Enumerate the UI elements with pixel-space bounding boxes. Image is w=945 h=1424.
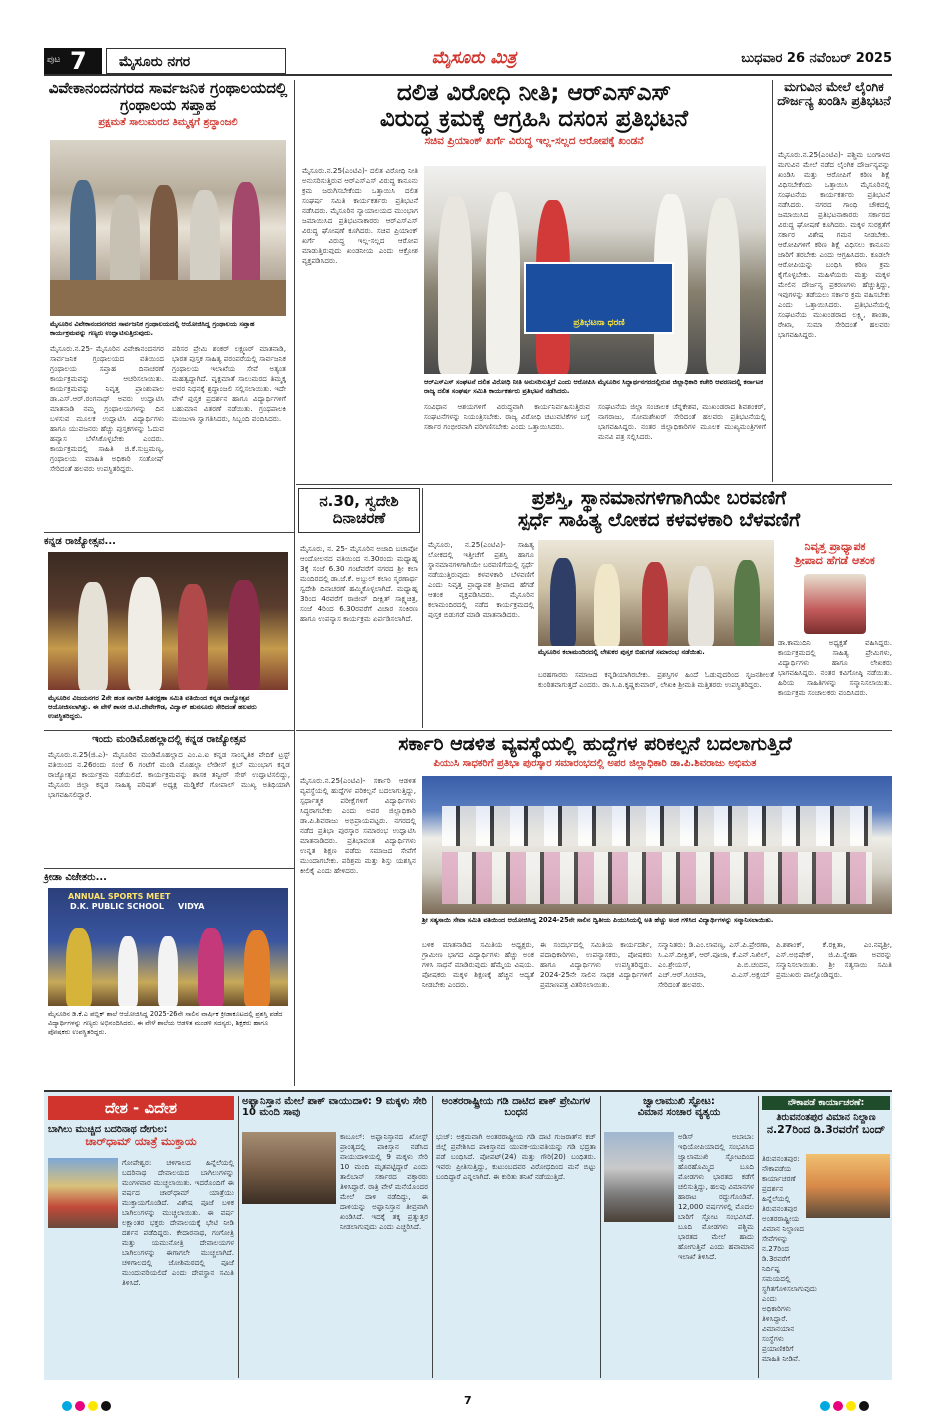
library-headline: ವಿವೇಕಾನಂದನಗರದ ಸಾರ್ವಜನಿಕ ಗ್ರಂಥಾಲಯದಲ್ಲಿ ಗ್ರಂಥಾಲಯ ಸಪ್ತಾಹ	[48, 79, 288, 115]
awards-body-right: ಡಾ.ಕಾಮುದಿನಿ ಅಧ್ಯಕ್ಷತೆ ವಹಿಸಿದ್ದರು. ಕಾರ್ಯಕ್ರಮದಲ್ಲಿ ಸಾಹಿತ್ಯ ಪ್ರೇಮಿಗಳು, ವಿದ್ಯಾರ್ಥಿಗಳು ಹಾಗೂ ಲೇಖಕರು ಭಾಗವಹಿಸಿದ್ದರು. ನಂತರ ಕವಿಗೋಷ್ಠಿ ನಡೆಯಿತು. ಹಿರಿಯ ಸಾಹಿತಿಗಳನ್ನು ಸನ್ಮಾನಿಸಲಾಯಿತು. ಕಾರ್ಯಕ್ರಮ ಸಂಚಾಲಕರು ವಂದಿಸಿದರು.	[778, 638, 892, 697]
world1-headline-b: ಚಾರ್‌ಧಾಮ್ ಯಾತ್ರೆ ಮುಕ್ತಾಯ	[85, 1135, 197, 1148]
protest-subhead: ಸಚಿವ ಪ್ರಿಯಾಂಕ್ ಖರ್ಗೆ ವಿರುದ್ಧ ಇಲ್ಲ-ಸಲ್ಲದ ಆರೋಪಕ್ಕೆ ಖಂಡನೆ	[424, 134, 644, 147]
library-subhead: ಪ್ರಕ್ಷಮತೆ ಸಾಲುಮರದ ತಿಮ್ಮಕ್ಕಗೆ ಶ್ರದ್ಧಾಂಜಲಿ	[98, 116, 238, 128]
protest-story	[298, 80, 770, 482]
color-registration-marks-right	[820, 1396, 872, 1415]
color-registration-marks	[62, 1396, 114, 1415]
mandimohalla-headline: ಇಂದು ಮಂಡಿಮೊಹಲ್ಲಾದಲ್ಲಿ ಕನ್ನಡ ರಾಜ್ಯೋತ್ಸವ	[92, 734, 246, 745]
world-section-title: ದೇಶ - ವಿದೇಶ	[48, 1096, 234, 1120]
govt-caption: ಶ್ರೀ ಸತ್ಯಸಾಯಿ ಸೇವಾ ಸಮಿತಿ ವತಿಯಿಂದ ಆಯೋಜಿಸಿದ್ದ 2024-25ನೇ ಸಾಲಿನ ದ್ವಿತೀಯ ಪಿಯುಸಿಯಲ್ಲಿ ಅತಿ ಹೆಚ್ಚು ಅಂಕ ಗಳಿಸಿದ ವಿದ್ಯಾರ್ಥಿಗಳನ್ನು ಸನ್ಮಾನಿಸಲಾಯಿತು.	[422, 916, 774, 924]
world2-headline: ಅಫ್ಘಾನಿಸ್ತಾನ ಮೇಲೆ ಪಾಕ್ ವಾಯುದಾಳಿ: 9 ಮಕ್ಕಳು ಸೇರಿ 10 ಮಂದಿ ಸಾವು	[242, 1096, 427, 1118]
awards-body-mid: ಬರಹಗಾರರು ಸಮಾಜದ ಕನ್ನಡಿಯಾಗಿರಬೇಕು. ಪ್ರಶಸ್ತಿಗಳ ಹಿಂದೆ ಓಡುವುದರಿಂದ ಸೃಜನಶೀಲತೆ ಕುಂಠಿತವಾಗುತ್ತದೆ ಎಂದರು. ಡಾ.ಸಿ.ಪಿ.ಕೃಷ್ಣಕುಮಾರ್, ಲೇಖಕಿ ಶ್ರೀಮತಿ ಮತ್ತಿತರರು ಉಪಸ್ಥಿತರಿದ್ದರು.	[538, 670, 774, 689]
world-story-2	[242, 1096, 428, 1378]
protest-headline-1: ದಲಿತ ವಿರೋಧಿ ನೀತಿ; ಆರ್‌ಎಸ್‌ಎಸ್	[396, 80, 672, 106]
awards-kicker	[778, 540, 892, 568]
world-section	[44, 1090, 892, 1380]
protest-caption: ಆರ್‌ಎಸ್‌ಎಸ್ ಸಂಘಟನೆ ದಲಿತ ವಿರೋಧಿ ನೀತಿ ಅನುಸರಿಸುತ್ತಿದೆ ಎಂದು ಆರೋಪಿಸಿ ಮೈಸೂರಿನ ಸಿದ್ದಾರ್ಥನಗರದಲ್ಲಿರುವ ಜಿಲ್ಲಾಧಿಕಾರಿ ಕಚೇರಿ ಆವರಣದಲ್ಲಿ ಕರ್ನಾಟಕ ರಾಜ್ಯ ದಲಿತ ಸಂಘರ್ಷ ಸಮಿತಿ ಕಾರ್ಯಕರ್ತರು ಪ್ರತಿಭಟನೆ ನಡೆಸಿದರು.	[424, 378, 764, 395]
world1-body: ಗೋಪೇಶ್ವರ: ಚಳಿಗಾಲದ ಹಿನ್ನೆಲೆಯಲ್ಲಿ ಬದರಿನಾಥ ದೇವಾಲಯದ ಬಾಗಿಲುಗಳನ್ನು ಮಂಗಳವಾರ ಮುಚ್ಚಲಾಯಿತು. ಇದರೊಂದಿಗೆ ಈ ವರ್ಷದ ಚಾರ್‌ಧಾಮ್ ಯಾತ್ರೆಯು ಮುಕ್ತಾಯಗೊಂಡಿದೆ. ವಿಶೇಷ ಪೂಜೆ ಬಳಿಕ ಬಾಗಿಲುಗಳನ್ನು ಮುಚ್ಚಲಾಯಿತು. ಈ ವರ್ಷ ಲಕ್ಷಾಂತರ ಭಕ್ತರು ದೇವಾಲಯಕ್ಕೆ ಭೇಟಿ ನೀಡಿ ದರ್ಶನ ಪಡೆದಿದ್ದರು. ಕೇದಾರನಾಥ, ಗಂಗೋತ್ರಿ ಮತ್ತು ಯಮುನೋತ್ರಿ ದೇವಾಲಯಗಳ ಬಾಗಿಲುಗಳನ್ನು ಈಗಾಗಲೇ ಮುಚ್ಚಲಾಗಿದೆ. ಚಳಿಗಾಲದಲ್ಲಿ ಜೋಶಿಮಠದಲ್ಲಿ ಪೂಜೆ ಮುಂದುವರಿಯಲಿದೆ ಎಂದು ದೇವಸ್ಥಾನ ಸಮಿತಿ ತಿಳಿಸಿದೆ.	[122, 1158, 234, 1287]
child-body: ಮೈಸೂರು.ನ.25(ಎಂಟಿವಿ)- ಪಶ್ಚಿಮ ಬಂಗಾಳದ ಮಗುವಿನ ಮೇಲೆ ನಡೆದ ಲೈಂಗಿಕ ದೌರ್ಜನ್ಯವನ್ನು ಖಂಡಿಸಿ ಮತ್ತು ಆರೋಪಿಗೆ ಕಠಿಣ ಶಿಕ್ಷೆ ವಿಧಿಸಬೇಕೆಂದು ಒತ್ತಾಯಿಸಿ ಮೈಸೂರಿನಲ್ಲಿ ಸಂಘಟನೆಯ ಕಾರ್ಯಕರ್ತರು ಪ್ರತಿಭಟನೆ ನಡೆಸಿದರು. ನಗರದ ಗಾಂಧಿ ಚೌಕದಲ್ಲಿ ಜಮಾಯಿಸಿದ ಪ್ರತಿಭಟನಾಕಾರರು ಸರ್ಕಾರದ ವಿರುದ್ಧ ಘೋಷಣೆ ಕೂಗಿದರು. ಮಕ್ಕಳ ಸುರಕ್ಷತೆಗೆ ಸರ್ಕಾರ ವಿಶೇಷ ಗಮನ ನೀಡಬೇಕು. ಆರೋಪಿಗಳಿಗೆ ಕಠಿಣ ಶಿಕ್ಷೆ ವಿಧಿಸಲು ಕಾನೂನು ಜಾರಿಗೆ ತರಬೇಕು ಎಂದು ಆಗ್ರಹಿಸಿದರು. ಕೂಡಲೇ ಆರೋಪಿಯನ್ನು ಬಂಧಿಸಿ ಕಠಿಣ ಕ್ರಮ ಕೈಗೊಳ್ಳಬೇಕು. ಮಹಿಳೆಯರು ಮತ್ತು ಮಕ್ಕಳ ಮೇಲಿನ ದೌರ್ಜನ್ಯ ಪ್ರಕರಣಗಳು ಹೆಚ್ಚುತ್ತಿದ್ದು, ಇವುಗಳನ್ನು ತಡೆಯಲು ಸರ್ಕಾರ ಕ್ರಮ ವಹಿಸಬೇಕು ಎಂದು ಒತ್ತಾಯಿಸಿದರು. ಪ್ರತಿಭಟನೆಯಲ್ಲಿ ಸಂಘಟನೆಯ ಮುಖಂಡರಾದ ಲಕ್ಷ್ಮಿ, ಶಾಂತಾ, ರೇಖಾ, ಸುಮಾ ಸೇರಿದಂತೆ ಹಲವರು ಭಾಗವಹಿಸಿದ್ದರು.	[778, 150, 890, 339]
swadeshi-headline: ನ.30, ಸ್ವದೇಶಿ ದಿನಾಚರಣೆ	[298, 488, 420, 533]
child-story	[776, 80, 892, 482]
world5-kicker: ನೌಕಾಪಡೆ ಕಾರ್ಯಾಚರಣೆ:	[762, 1096, 890, 1110]
awards-photo	[538, 540, 774, 646]
page-number-box	[44, 48, 102, 74]
world2-photo	[242, 1132, 336, 1204]
world4-photo	[604, 1132, 674, 1222]
world1-headline-a: ಬಾಗಿಲು ಮುಚ್ಚಿದ ಬದರಿನಾಥ ದೇಗುಲ:	[48, 1124, 168, 1135]
govt-headline: ಸರ್ಕಾರಿ ಆಡಳಿತ ವ್ಯವಸ್ಥೆಯಲ್ಲಿ ಹುದ್ದೆಗಳ ಪರಿಕಲ್ಪನೆ ಬದಲಾಗುತ್ತಿದೆ	[398, 733, 792, 755]
world4-headline-b: ವಿಮಾನ ಸಂಚಾರ ವ್ಯತ್ಯಯ	[637, 1107, 721, 1118]
issue-date: ಬುಧವಾರ 26 ನವೆಂಬರ್ 2025	[741, 51, 892, 66]
govt-body-left: ಮೈಸೂರು.ನ.25(ಎಂಟಿವಿ)- ಸರ್ಕಾರಿ ಆಡಳಿತ ವ್ಯವಸ್ಥೆಯಲ್ಲಿ ಹುದ್ದೆಗಳ ಪರಿಕಲ್ಪನೆ ಬದಲಾಗುತ್ತಿದ್ದು, ಸ್ಪರ್ಧಾತ್ಮಕ ಪರೀಕ್ಷೆಗಳಿಗೆ ವಿದ್ಯಾರ್ಥಿಗಳು ಸಿದ್ಧರಾಗಬೇಕು ಎಂದು ಅಪರ ಜಿಲ್ಲಾಧಿಕಾರಿ ಡಾ.ಪಿ.ಶಿವರಾಜು ಅಭಿಪ್ರಾಯಪಟ್ಟರು. ನಗರದಲ್ಲಿ ನಡೆದ ಪ್ರತಿಭಾ ಪುರಸ್ಕಾರ ಸಮಾರಂಭ ಉದ್ಘಾಟಿಸಿ ಮಾತನಾಡಿದರು. ಪ್ರತಿಭಾವಂತ ವಿದ್ಯಾರ್ಥಿಗಳು ಉನ್ನತ ಶಿಕ್ಷಣ ಪಡೆದು ಸಮಾಜದ ಸೇವೆಗೆ ಮುಂದಾಗಬೇಕು. ಪರಿಶ್ರಮ ಮತ್ತು ಶಿಸ್ತು ಯಶಸ್ಸಿನ ಕೀಲಿಕೈ ಎಂದು ಹೇಳಿದರು.	[300, 776, 416, 875]
world4-headline-a: ಜ್ವಾಲಾಮುಖಿ ಸ್ಫೋಟ:	[643, 1096, 715, 1107]
sports-banner-1: ANNUAL SPORTS MEET	[68, 892, 171, 901]
protest-body-left: ಮೈಸೂರು.ನ.25(ಎಂಟಿವಿ)- ದಲಿತ ವಿರೋಧಿ ನೀತಿ ಅನುಸರಿಸುತ್ತಿರುವ ಆರ್‌ಎಸ್‌ಎಸ್ ವಿರುದ್ಧ ಕಾನೂನು ಕ್ರಮ ಜರುಗಿಸಬೇಕೆಂದು ಒತ್ತಾಯಿಸಿ ದಲಿತ ಸಂಘರ್ಷ ಸಮಿತಿ ಕಾರ್ಯಕರ್ತರು ಪ್ರತಿಭಟನೆ ನಡೆಸಿದರು. ಮೈಸೂರಿನ ನ್ಯಾಯಾಲಯದ ಮುಂಭಾಗ ಜಮಾಯಿಸಿದ ಪ್ರತಿಭಟನಾಕಾರರು ಆರ್‌ಎಸ್‌ಎಸ್ ವಿರುದ್ಧ ಘೋಷಣೆ ಕೂಗಿದರು. ಸಚಿವ ಪ್ರಿಯಾಂಕ್ ಖರ್ಗೆ ವಿರುದ್ಧ ಇಲ್ಲ-ಸಲ್ಲದ ಆರೋಪ ಮಾಡುತ್ತಿರುವುದು ಖಂಡನೀಯ ಎಂದು ಆಕ್ರೋಶ ವ್ಯಕ್ತಪಡಿಸಿದರು.	[302, 166, 418, 265]
mandimohalla-body: ಮೈಸೂರು.ನ.25(ಜಿ.ಎ)- ಮೈಸೂರಿನ ಮಂಡಿಮೊಹಲ್ಲಾದ ಎಂ.ಎ.ಐ ಕನ್ನಡ ಸಾಂಸ್ಕೃತಿಕ ವೇದಿಕೆ ಟ್ರಸ್ಟ್ ವತಿಯಿಂದ ನ.26ರಂದು ಸಂಜೆ 6 ಗಂಟೆಗೆ ಮಂಡಿ ಮೊಹಲ್ಲಾ ಲೇಡೀಸ್ ಕ್ಲಬ್ ಮುಂಭಾಗ ಕನ್ನಡ ರಾಜ್ಯೋತ್ಸವ ಕಾರ್ಯಕ್ರಮ ನಡೆಯಲಿದೆ. ಕಾರ್ಯಕ್ರಮವನ್ನು ಶಾಸಕ ತನ್ವೀರ್ ಸೇಠ್ ಉದ್ಘಾಟಿಸಲಿದ್ದು, ಮೈಸೂರು ಜಿಲ್ಲಾ ಕನ್ನಡ ಸಾಹಿತ್ಯ ಪರಿಷತ್ ಅಧ್ಯಕ್ಷ ಮಡ್ಡಿಕೆರೆ ಗೋಪಾಲ್ ಮುಖ್ಯ ಅತಿಥಿಯಾಗಿ ಭಾಗವಹಿಸಲಿದ್ದಾರೆ.	[48, 750, 290, 799]
child-headline: ಮಗುವಿನ ಮೇಲೆ ಲೈಂಗಿಕ ದೌರ್ಜನ್ಯ ಖಂಡಿಸಿ ಪ್ರತಿಭಟನೆ	[777, 79, 891, 109]
awards-portrait	[804, 574, 866, 634]
world4-body: ಅಡಿಸ್ ಅಬಾಬಾ: ಇಥಿಯೋಪಿಯಾದಲ್ಲಿ ಸಂಭವಿಸಿದ ಜ್ವಾಲಾಮುಖಿ ಸ್ಫೋಟದಿಂದ ಹೊರಹೊಮ್ಮಿದ ಬೂದಿ ಮೋಡಗಳು ಭಾರತದ ಕಡೆಗೆ ಚಲಿಸುತ್ತಿದ್ದು, ಹಲವು ವಿಮಾನಗಳ ಹಾರಾಟ ರದ್ದುಗೊಂಡಿವೆ. 12,000 ವರ್ಷಗಳಲ್ಲಿ ಮೊದಲ ಬಾರಿಗೆ ಸ್ಫೋಟ ಸಂಭವಿಸಿದೆ. ಬೂದಿ ಮೋಡಗಳು ಪಶ್ಚಿಮ ಭಾರತದ ಮೇಲೆ ಹಾದು ಹೋಗುತ್ತಿವೆ ಎಂದು ಹವಾಮಾನ ಇಲಾಖೆ ತಿಳಿಸಿದೆ.	[678, 1132, 754, 1261]
rajyotsava-photo	[48, 552, 288, 690]
awards-caption: ಮೈಸೂರಿನ ಕಲಾಮಂದಿರದಲ್ಲಿ ಲೇಖಕರ ಪುಸ್ತಕ ಬಿಡುಗಡೆ ಸಮಾರಂಭ ನಡೆಯಿತು.	[538, 648, 705, 656]
protest-banner	[524, 262, 674, 334]
govt-body-c3: ಸನ್ಮಾನಿತರು: ಡಿ.ಎಂ.ಲಾವಣ್ಯ, ಎಸ್.ಪಿ.ಪ್ರೇರಣಾ, ಸಿ.ಎಸ್.ದೀಕ್ಷಿತ್, ಆರ್.ಪೂಜಾ, ಕೆ.ಎನ್.ನಿಖಿಲ್, ಎಂ.ಶ್ರೇಯಸ್, ಪಿ.ಬಿ.ಚಂದನ, ಎಚ್.ಆರ್.ಸಿಂಚನಾ, ವಿ.ಎಸ್.ಅಕ್ಷಯ್ ಸೇರಿದಂತೆ ಹಲವರು.	[658, 940, 770, 989]
protest-body-right: ಸಂಘಟನೆಯ ಜಿಲ್ಲಾ ಸಂಚಾಲಕ ಚೆನ್ನಕೇಶವ, ಮುಖಂಡರಾದ ಶಿವಶಂಕರ್, ನಾಗರಾಜು, ಸೋಮಶೇಖರ್ ಸೇರಿದಂತೆ ಹಲವರು ಪ್ರತಿಭಟನೆಯಲ್ಲಿ ಭಾಗವಹಿಸಿದ್ದರು. ನಂತರ ಜಿಲ್ಲಾಧಿಕಾರಿಗಳ ಮೂಲಕ ಮುಖ್ಯಮಂತ್ರಿಗಳಿಗೆ ಮನವಿ ಪತ್ರ ಸಲ್ಲಿಸಿದರು.	[598, 402, 766, 441]
swadeshi-story	[298, 488, 420, 728]
govt-story	[298, 734, 892, 1086]
world5-body: ತಿರುವನಂತಪುರ: ನೌಕಾಪಡೆಯ ಕಾರ್ಯಾಚರಣೆ ಪ್ರದರ್ಶನ ಹಿನ್ನೆಲೆಯಲ್ಲಿ ತಿರುವನಂತಪುರ ಅಂತರರಾಷ್ಟ್ರೀಯ ವಿಮಾನ ನಿಲ್ದಾಣದ ಸೇವೆಗಳನ್ನು ನ.27ರಿಂದ ಡಿ.3ರವರೆಗೆ ನಿರ್ದಿಷ್ಟ ಸಮಯದಲ್ಲಿ ಸ್ಥಗಿತಗೊಳಿಸಲಾಗುವುದು ಎಂದು ಅಧಿಕಾರಿಗಳು ತಿಳಿಸಿದ್ದಾರೆ. ವಿಮಾನಯಾನ ಸಂಸ್ಥೆಗಳು ಪ್ರಯಾಣಿಕರಿಗೆ ಮಾಹಿತಿ ನೀಡಿವೆ.	[762, 1154, 817, 1363]
paper-name: ಮೈಸೂರು ಮಿತ್ರ	[431, 48, 517, 68]
world5-photo	[806, 1154, 890, 1218]
library-story	[44, 80, 292, 530]
awards-body-left: ಮೈಸೂರು, ನ.25(ಎಂಟಿವಿ)- ಸಾಹಿತ್ಯ ಲೋಕದಲ್ಲಿ ಇತ್ತೀಚೆಗೆ ಪ್ರಶಸ್ತಿ ಹಾಗೂ ಸ್ಥಾನಮಾನಗಳಿಗಾಗಿಯೇ ಬರವಣಿಗೆಯಲ್ಲಿ ಸ್ಪರ್ಧೆ ನಡೆಯುತ್ತಿರುವುದು ಕಳವಳಕಾರಿ ಬೆಳವಣಿಗೆ ಎಂದು ನಿವೃತ್ತ ಪ್ರಾಧ್ಯಾಪಕ ಶ್ರೀಪಾದ ಹೆಗಡೆ ಆತಂಕ ವ್ಯಕ್ತಪಡಿಸಿದರು. ಮೈಸೂರಿನ ಕಲಾಮಂದಿರದಲ್ಲಿ ನಡೆದ ಕಾರ್ಯಕ್ರಮದಲ್ಲಿ ಪುಸ್ತಕ ಬಿಡುಗಡೆ ಮಾಡಿ ಮಾತನಾಡಿದರು.	[428, 540, 534, 619]
world-story-1	[48, 1096, 234, 1378]
awards-headline-1: ಪ್ರಶಸ್ತಿ, ಸ್ಥಾನಮಾನಗಳಿಗಾಗಿಯೇ ಬರವಣಿಗೆ	[531, 487, 787, 509]
rajyotsava-story	[44, 536, 294, 730]
sports-headline: ಕ್ರೀಡಾ ವಿಜೇತರು...	[44, 872, 107, 883]
library-caption: ಮೈಸೂರಿನ ವಿವೇಕಾನಂದನಗರದ ಸಾರ್ವಜನಿಕ ಗ್ರಂಥಾಲಯದಲ್ಲಿ ಆಯೋಜಿಸಿದ್ದ ಗ್ರಂಥಾಲಯ ಸಪ್ತಾಹ ಕಾರ್ಯಕ್ರಮವನ್ನು ಗಣ್ಯರು ಉದ್ಘಾಟಿಸುತ್ತಿರುವುದು.	[50, 320, 255, 337]
govt-body-c4: ಪಿ.ಶಶಾಂಕ್, ಕೆ.ರಕ್ಷಿತಾ, ಎಂ.ನವ್ಯಶ್ರೀ, ಎಸ್.ಅಭಿಷೇಕ್, ಜಿ.ಪಿ.ಸ್ನೇಹಾ ಅವರನ್ನು ಸನ್ಮಾನಿಸಲಾಯಿತು. ಶ್ರೀ ಸತ್ಯಸಾಯಿ ಸಮಿತಿ ಪ್ರಮುಖರು ಪಾಲ್ಗೊಂಡಿದ್ದರು.	[776, 940, 892, 979]
awards-story	[426, 488, 892, 728]
library-body-right: ಪರಿಸರ ಪ್ರೇಮಿ ಶಂಕರ್ ಲಕ್ಷ್ಮಣರ್ ಮಾತನಾಡಿ, ಭಾರತ ಪುಸ್ತಕ ಸಾಹಿತ್ಯ ಪರಂಪರೆಯಲ್ಲಿ ಸಾರ್ವಜನಿಕ ಗ್ರಂಥಾಲಯ ಇಲಾಖೆಯ ಸೇವೆ ಅತ್ಯಂತ ಮಹತ್ವದ್ದಾಗಿದೆ. ವೃಕ್ಷಮಾತೆ ಸಾಲುಮರದ ತಿಮ್ಮಕ್ಕ ಅವರ ನಿಧನಕ್ಕೆ ಶ್ರದ್ಧಾಂಜಲಿ ಸಲ್ಲಿಸಲಾಯಿತು. ಇದೇ ವೇಳೆ ಪುಸ್ತಕ ಪ್ರದರ್ಶನ ಹಾಗೂ ವಿದ್ಯಾರ್ಥಿಗಳಿಗೆ ಬಹುಮಾನ ವಿತರಣೆ ನಡೆಯಿತು. ಗ್ರಂಥಪಾಲಕಿ ಮಂಜುಳಾ ಸ್ವಾಗತಿಸಿದರು, ಸಿಬ್ಬಂದಿ ವಂದಿಸಿದರು.	[172, 344, 286, 423]
govt-body-c1: ಬಳಿಕ ಮಾತನಾಡಿದ ಸಮಿತಿಯ ಅಧ್ಯಕ್ಷರು, ಗ್ರಾಮೀಣ ಭಾಗದ ವಿದ್ಯಾರ್ಥಿಗಳು ಹೆಚ್ಚು ಅಂಕ ಗಳಿಸಿ ಸಾಧನೆ ಮಾಡಿರುವುದು ಹೆಮ್ಮೆಯ ವಿಷಯ. ಪೋಷಕರು ಮಕ್ಕಳ ಶಿಕ್ಷಣಕ್ಕೆ ಹೆಚ್ಚಿನ ಆದ್ಯತೆ ನೀಡಬೇಕು ಎಂದರು.	[422, 940, 534, 989]
sports-banner-3: VIDYA	[178, 902, 205, 911]
section-title-text: ಮೈಸೂರು ನಗರ	[119, 54, 191, 70]
world-story-3	[436, 1096, 596, 1378]
govt-photo	[422, 776, 892, 914]
protest-body-mid: ಸಂವಿಧಾನ ಆಶಯಗಳಿಗೆ ವಿರುದ್ಧವಾಗಿ ಕಾರ್ಯನಿರ್ವಹಿಸುತ್ತಿರುವ ಸಂಘಟನೆಗಳನ್ನು ನಿಯಂತ್ರಿಸಬೇಕು. ರಾಜ್ಯ ವಿರೋಧಿ ಚಟುವಟಿಕೆಗಳ ಬಗ್ಗೆ ಸರ್ಕಾರ ಗಂಭೀರವಾಗಿ ಪರಿಗಣಿಸಬೇಕು ಎಂದು ಒತ್ತಾಯಿಸಿದರು.	[424, 402, 590, 431]
swadeshi-body: ಮೈಸೂರು, ನ. 25- ಮೈಸೂರಿನ ಅಜಾದಿ ಬಚಾವೋ ಆಂದೋಲನದ ವತಿಯಿಂದ ನ.30ರಂದು ಮಧ್ಯಾಹ್ನ 3ಕ್ಕೆ ಸಂಜೆ 6.30 ಗಂಟೆವರೆಗೆ ನಗರದ ಶ್ರೀ ಕಲಾ ಮಂದಿರದಲ್ಲಿ ಡಾ.ಜೆ.ಕೆ. ಅಬ್ದುಲ್ ಕಲಾಂ ಸ್ಮರಣಾರ್ಥ ಸ್ವದೇಶಿ ದಿನಾಚರಣೆ ಹಮ್ಮಿಕೊಳ್ಳಲಾಗಿದೆ. ಮಧ್ಯಾಹ್ನ 3ರಿಂದ 4ರವರೆಗೆ ರಾಜೀವ್ ದೀಕ್ಷಿತ್ ಸಾಕ್ಷ್ಯಚಿತ್ರ, ಸಂಜೆ 4ರಿಂದ 6.30ರವರೆಗೆ ವಿಚಾರ ಸಂಕಿರಣ ಹಾಗೂ ಉಪನ್ಯಾಸ ಕಾರ್ಯಕ್ರಮ ಏರ್ಪಡಿಸಲಾಗಿದೆ.	[300, 544, 418, 623]
world3-body: ಭುಜ್: ಅಕ್ರಮವಾಗಿ ಅಂತರರಾಷ್ಟ್ರೀಯ ಗಡಿ ದಾಟಿ ಗುಜರಾತ್‌ನ ಕಚ್ ಜಿಲ್ಲೆ ಪ್ರವೇಶಿಸಿದ ಪಾಕಿಸ್ತಾನದ ಯುವಕ-ಯುವತಿಯನ್ನು ಗಡಿ ಭದ್ರತಾ ಪಡೆ ಬಂಧಿಸಿದೆ. ಪೋಪಟ್(24) ಮತ್ತು ಗೌರಿ(20) ಬಂಧಿತರು. ಇವರು ಪ್ರೀತಿಸುತ್ತಿದ್ದು, ಕುಟುಂಬದವರ ವಿರೋಧದಿಂದ ಮನೆ ಬಿಟ್ಟು ಬಂದಿದ್ದಾರೆ ಎನ್ನಲಾಗಿದೆ. ಈ ಕುರಿತು ತನಿಖೆ ನಡೆಯುತ್ತಿದೆ.	[436, 1132, 596, 1181]
rajyotsava-caption: ಮೈಸೂರಿನ ವಿಜಯನಗರ 2ನೇ ಹಂತ ನಾಗರಿಕ ಹಿತರಕ್ಷಣಾ ಸಮಿತಿ ವತಿಯಿಂದ ಕನ್ನಡ ರಾಜ್ಯೋತ್ಸವ ಆಯೋಜಿಸಲಾಗಿತ್ತು. ಈ ವೇಳೆ ಶಾಸಕ ಜಿ.ಟಿ.ದೇವೇಗೌಡ, ವಿದ್ವಾನ್ ಹುನಸೂರು ಸೇರಿದಂತೆ ಹಲವರು ಉಪಸ್ಥಿತರಿದ್ದರು.	[48, 694, 257, 720]
library-photo	[50, 140, 286, 316]
section-title	[106, 48, 286, 74]
awards-kicker-1: ನಿವೃತ್ತ ಪ್ರಾಧ್ಯಾಪಕ	[804, 540, 866, 553]
world1-photo	[48, 1158, 118, 1228]
sports-photo	[48, 888, 288, 1006]
sports-story	[44, 872, 294, 1086]
world5-headline-b: ನ.27ರಿಂದ ಡಿ.3ರವರೆಗೆ ಬಂದ್	[766, 1123, 886, 1136]
library-body-left: ಮೈಸೂರು.ನ.25- ಮೈಸೂರಿನ ವಿವೇಕಾನಂದನಗರ ಸಾರ್ವಜನಿಕ ಗ್ರಂಥಾಲಯದ ವತಿಯಿಂದ ಗ್ರಂಥಾಲಯ ಸಪ್ತಾಹ ದಿನಾಚರಣೆ ಕಾರ್ಯಕ್ರಮವನ್ನು ಆಚರಿಸಲಾಯಿತು. ಕಾರ್ಯಕ್ರಮವನ್ನು ನಿವೃತ್ತ ಪ್ರಾಂಶುಪಾಲ ಡಾ.ಎಸ್.ಆರ್.ರಂಗನಾಥ್ ಅವರು ಉದ್ಘಾಟಿಸಿ ಮಾತನಾಡಿ ನಮ್ಮ ಗ್ರಂಥಾಲಯಗಳನ್ನು ದಿನ ಬಳಸುವ ಮೂಲಕ ಉದ್ಘಾಟಿಸಿ ವಿದ್ಯಾರ್ಥಿಗಳು ಹಾಗೂ ಯುವಜನರು ಹೆಚ್ಚು ಪುಸ್ತಕಗಳನ್ನು ಓದುವ ಹವ್ಯಾಸ ಬೆಳೆಸಿಕೊಳ್ಳಬೇಕು ಎಂದರು. ಕಾರ್ಯಕ್ರಮದಲ್ಲಿ ಸಾಹಿತಿ ಜಿ.ಕೆ.ಸುಬ್ರಮಣ್ಯ, ಗ್ರಂಥಾಲಯ ಮಾಹಿತಿ ಅಧಿಕಾರಿ ಸಂತೋಷ್ ಸೇರಿದಂತೆ ಹಲವರು ಉಪಸ್ಥಿತರಿದ್ದರು.	[50, 344, 164, 473]
protest-photo	[424, 166, 766, 374]
protest-headline-2: ವಿರುದ್ಧ ಕ್ರಮಕ್ಕೆ ಆಗ್ರಹಿಸಿ ದಸಂಸ ಪ್ರತಿಭಟನೆ	[379, 106, 689, 133]
protest-banner-text: ಪ್ರತಿಭಟನಾ ಧರಣಿ	[573, 318, 625, 328]
sports-caption: ಮೈಸೂರಿನ ಡಿ.ಕೆ.ಎ ಪಬ್ಲಿಕ್ ಶಾಲೆ ಆಯೋಜಿಸಿದ್ದ 2025-26ನೇ ಸಾಲಿನ ವಾರ್ಷಿಕ ಕ್ರೀಡಾಕೂಟದಲ್ಲಿ ಪ್ರಶಸ್ತಿ ಪಡೆದ ವಿದ್ಯಾರ್ಥಿಗಳನ್ನು ಗಣ್ಯರು ಅಭಿನಂದಿಸಿದರು. ಈ ವೇಳೆ ಶಾಲೆಯ ಆಡಳಿತ ಮಂಡಳಿ ಸದಸ್ಯರು, ಶಿಕ್ಷಕರು ಹಾಗೂ ಪೋಷಕರು ಉಪಸ್ಥಿತರಿದ್ದರು.	[48, 1010, 283, 1036]
world2-body: ಕಾಬೂಲ್: ಅಫ್ಘಾನಿಸ್ತಾನದ ಖೋಸ್ಟ್ ಪ್ರಾಂತ್ಯದಲ್ಲಿ ಪಾಕಿಸ್ತಾನ ನಡೆಸಿದ ವಾಯುದಾಳಿಯಲ್ಲಿ 9 ಮಕ್ಕಳು ಸೇರಿ 10 ಮಂದಿ ಮೃತಪಟ್ಟಿದ್ದಾರೆ ಎಂದು ತಾಲಿಬಾನ್ ಸರ್ಕಾರದ ವಕ್ತಾರರು ತಿಳಿಸಿದ್ದಾರೆ. ರಾತ್ರಿ ವೇಳೆ ಮನೆಯೊಂದರ ಮೇಲೆ ದಾಳಿ ನಡೆದಿದ್ದು, ಈ ದಾಳಿಯನ್ನು ಅಫ್ಘಾನಿಸ್ತಾನ ತೀವ್ರವಾಗಿ ಖಂಡಿಸಿದೆ. ಇದಕ್ಕೆ ತಕ್ಕ ಪ್ರತ್ಯುತ್ತರ ನೀಡಲಾಗುವುದು ಎಂದು ಎಚ್ಚರಿಸಿದೆ.	[340, 1132, 428, 1231]
govt-body-c2: ಈ ಸಂದರ್ಭದಲ್ಲಿ ಸಮಿತಿಯ ಕಾರ್ಯದರ್ಶಿ, ಪದಾಧಿಕಾರಿಗಳು, ಉಪನ್ಯಾಸಕರು, ಪೋಷಕರು ಹಾಗೂ ವಿದ್ಯಾರ್ಥಿಗಳು ಉಪಸ್ಥಿತರಿದ್ದರು. 2024-25ನೇ ಸಾಲಿನ ಸಾಧಕ ವಿದ್ಯಾರ್ಥಿಗಳಿಗೆ ಪ್ರಮಾಣಪತ್ರ ವಿತರಿಸಲಾಯಿತು.	[540, 940, 652, 989]
page-label: ಪುಟ	[47, 55, 61, 65]
sports-banner-2: D.K. PUBLIC SCHOOL	[70, 902, 164, 911]
awards-headline-2: ಸ್ಪರ್ಧೆ ಸಾಹಿತ್ಯ ಲೋಕದ ಕಳವಳಕಾರಿ ಬೆಳವಣಿಗೆ	[517, 508, 801, 531]
world-story-5	[762, 1096, 890, 1378]
page-number: 7	[70, 47, 87, 75]
awards-kicker-2: ಶ್ರೀಪಾದ ಹೆಗಡೆ ಆತಂಕ	[795, 554, 875, 567]
govt-subhead: ಪಿಯುಸಿ ಸಾಧಕರಿಗೆ ಪ್ರತಿಭಾ ಪುರಸ್ಕಾರ ಸಮಾರಂಭದಲ್ಲಿ ಅಪರ ಜಿಲ್ಲಾಧಿಕಾರಿ ಡಾ.ಪಿ.ಶಿವರಾಜು ಅಭಿಮತ	[433, 757, 757, 769]
world5-headline-a: ತಿರುವನಂತಪುರ ವಿಮಾನ ನಿಲ್ದಾಣ	[776, 1112, 876, 1123]
footer-page-number: 7	[464, 1394, 472, 1407]
world3-headline: ಅಂತರರಾಷ್ಟ್ರೀಯ ಗಡಿ ದಾಟಿದ ಪಾಕ್ ಪ್ರೇಮಿಗಳ ಬಂಧನ	[441, 1096, 591, 1118]
rajyotsava-headline: ಕನ್ನಡ ರಾಜ್ಯೋತ್ಸವ...	[44, 536, 116, 547]
mandimohalla-story	[44, 734, 294, 868]
world-story-4	[604, 1096, 754, 1378]
masthead	[44, 46, 892, 76]
